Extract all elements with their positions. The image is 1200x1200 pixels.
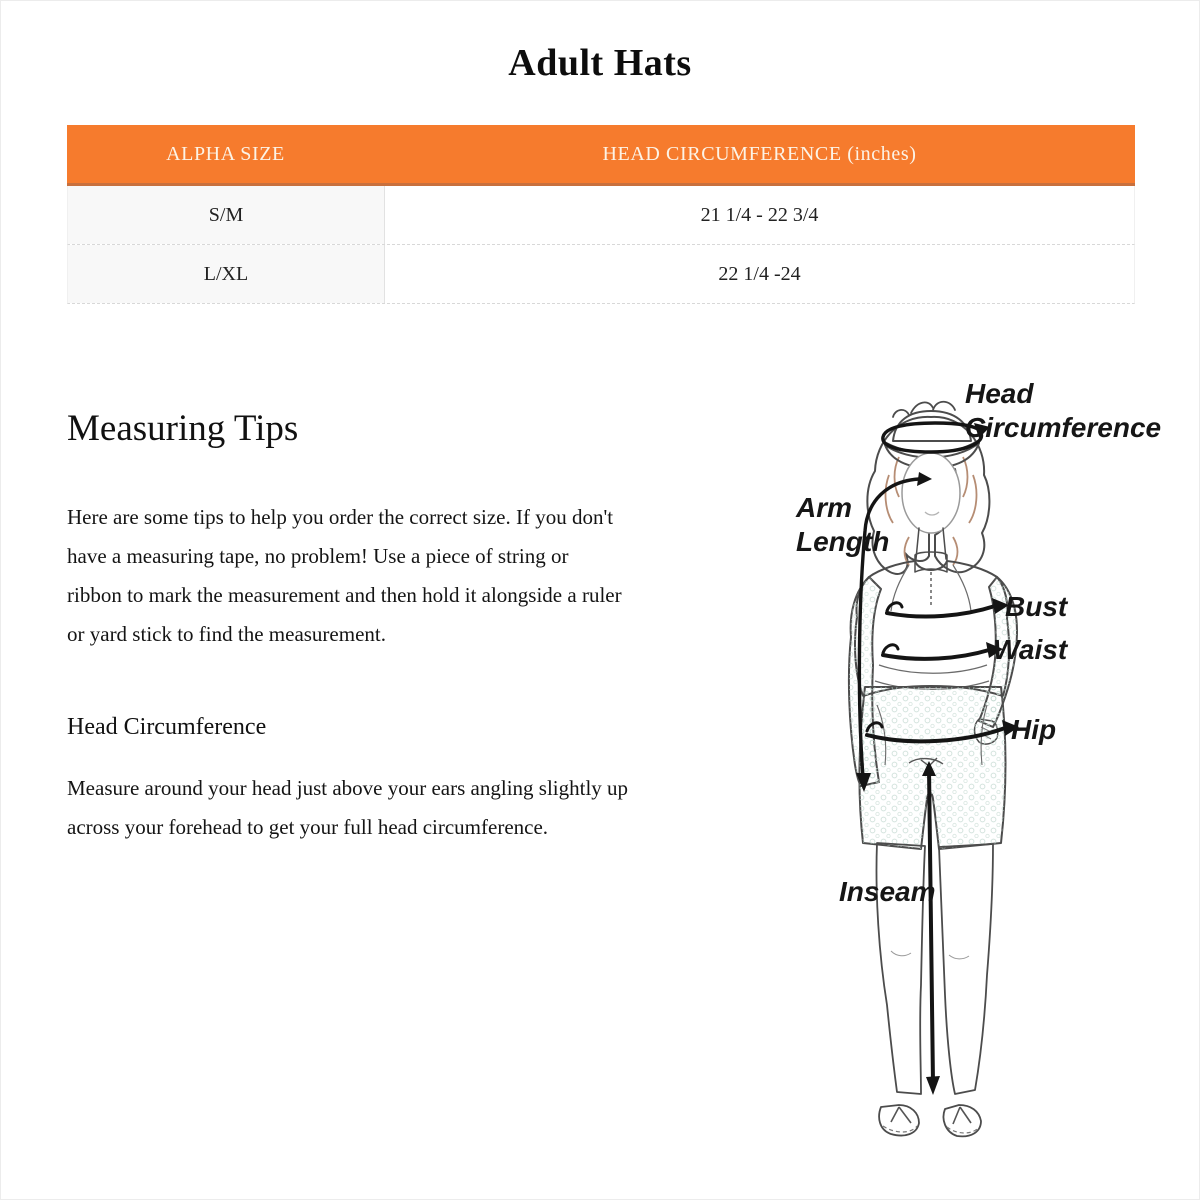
face [902,453,960,559]
size-table-header-row [67,125,1135,186]
bust-label: Bust [1005,591,1068,622]
cell-size: L/XL [68,245,385,303]
cell-size: S/M [68,186,385,244]
column-header-alpha-size: ALPHA SIZE [166,142,285,165]
hip-label: Hip [1011,714,1057,745]
measuring-tips-heading: Measuring Tips [67,408,299,449]
table-row [67,186,1135,245]
shorts [859,687,1005,849]
flip-flops [879,1105,981,1136]
waist-label: Waist [993,634,1068,665]
page-title: Adult Hats [508,42,692,84]
cell-circumference: 21 1/4 - 22 3/4 [385,186,1134,244]
cell-circumference: 22 1/4 -24 [385,245,1134,303]
head-circumference-label-line2: Circumference [965,412,1162,443]
table-row [67,245,1135,304]
column-header-head-circumference: HEAD CIRCUMFERENCE (inches) [602,142,917,165]
figure-illustration [759,365,1200,1165]
measurement-diagram [759,365,1200,1165]
head-circumference-subheading: Head Circumference [67,714,267,740]
text-line: across your forehead to get your full head circumference. [67,815,549,839]
bust-line [887,598,1009,617]
head-circumference-paragraph [67,769,767,847]
text-line: Measure around your head just above your ears angling slightly up [67,776,629,800]
shirt [855,552,1009,696]
head-circumference-label: Head [965,378,1034,409]
text-line: ribbon to mark the measurement and then hold it alongside a ruler [67,583,622,607]
tips-intro-paragraph [67,498,767,654]
size-table [67,125,1135,304]
inseam-label: Inseam [839,876,936,907]
arm-length-label: Arm [796,492,853,523]
waist-line [883,642,1003,659]
text-line: Here are some tips to help you order the correct size. If you don't [67,505,614,529]
text-line: or yard stick to find the measurement. [67,622,386,646]
text-line: have a measuring tape, no problem! Use a piece of string or [67,544,569,568]
arm-length-label-line2: Length [796,526,890,557]
